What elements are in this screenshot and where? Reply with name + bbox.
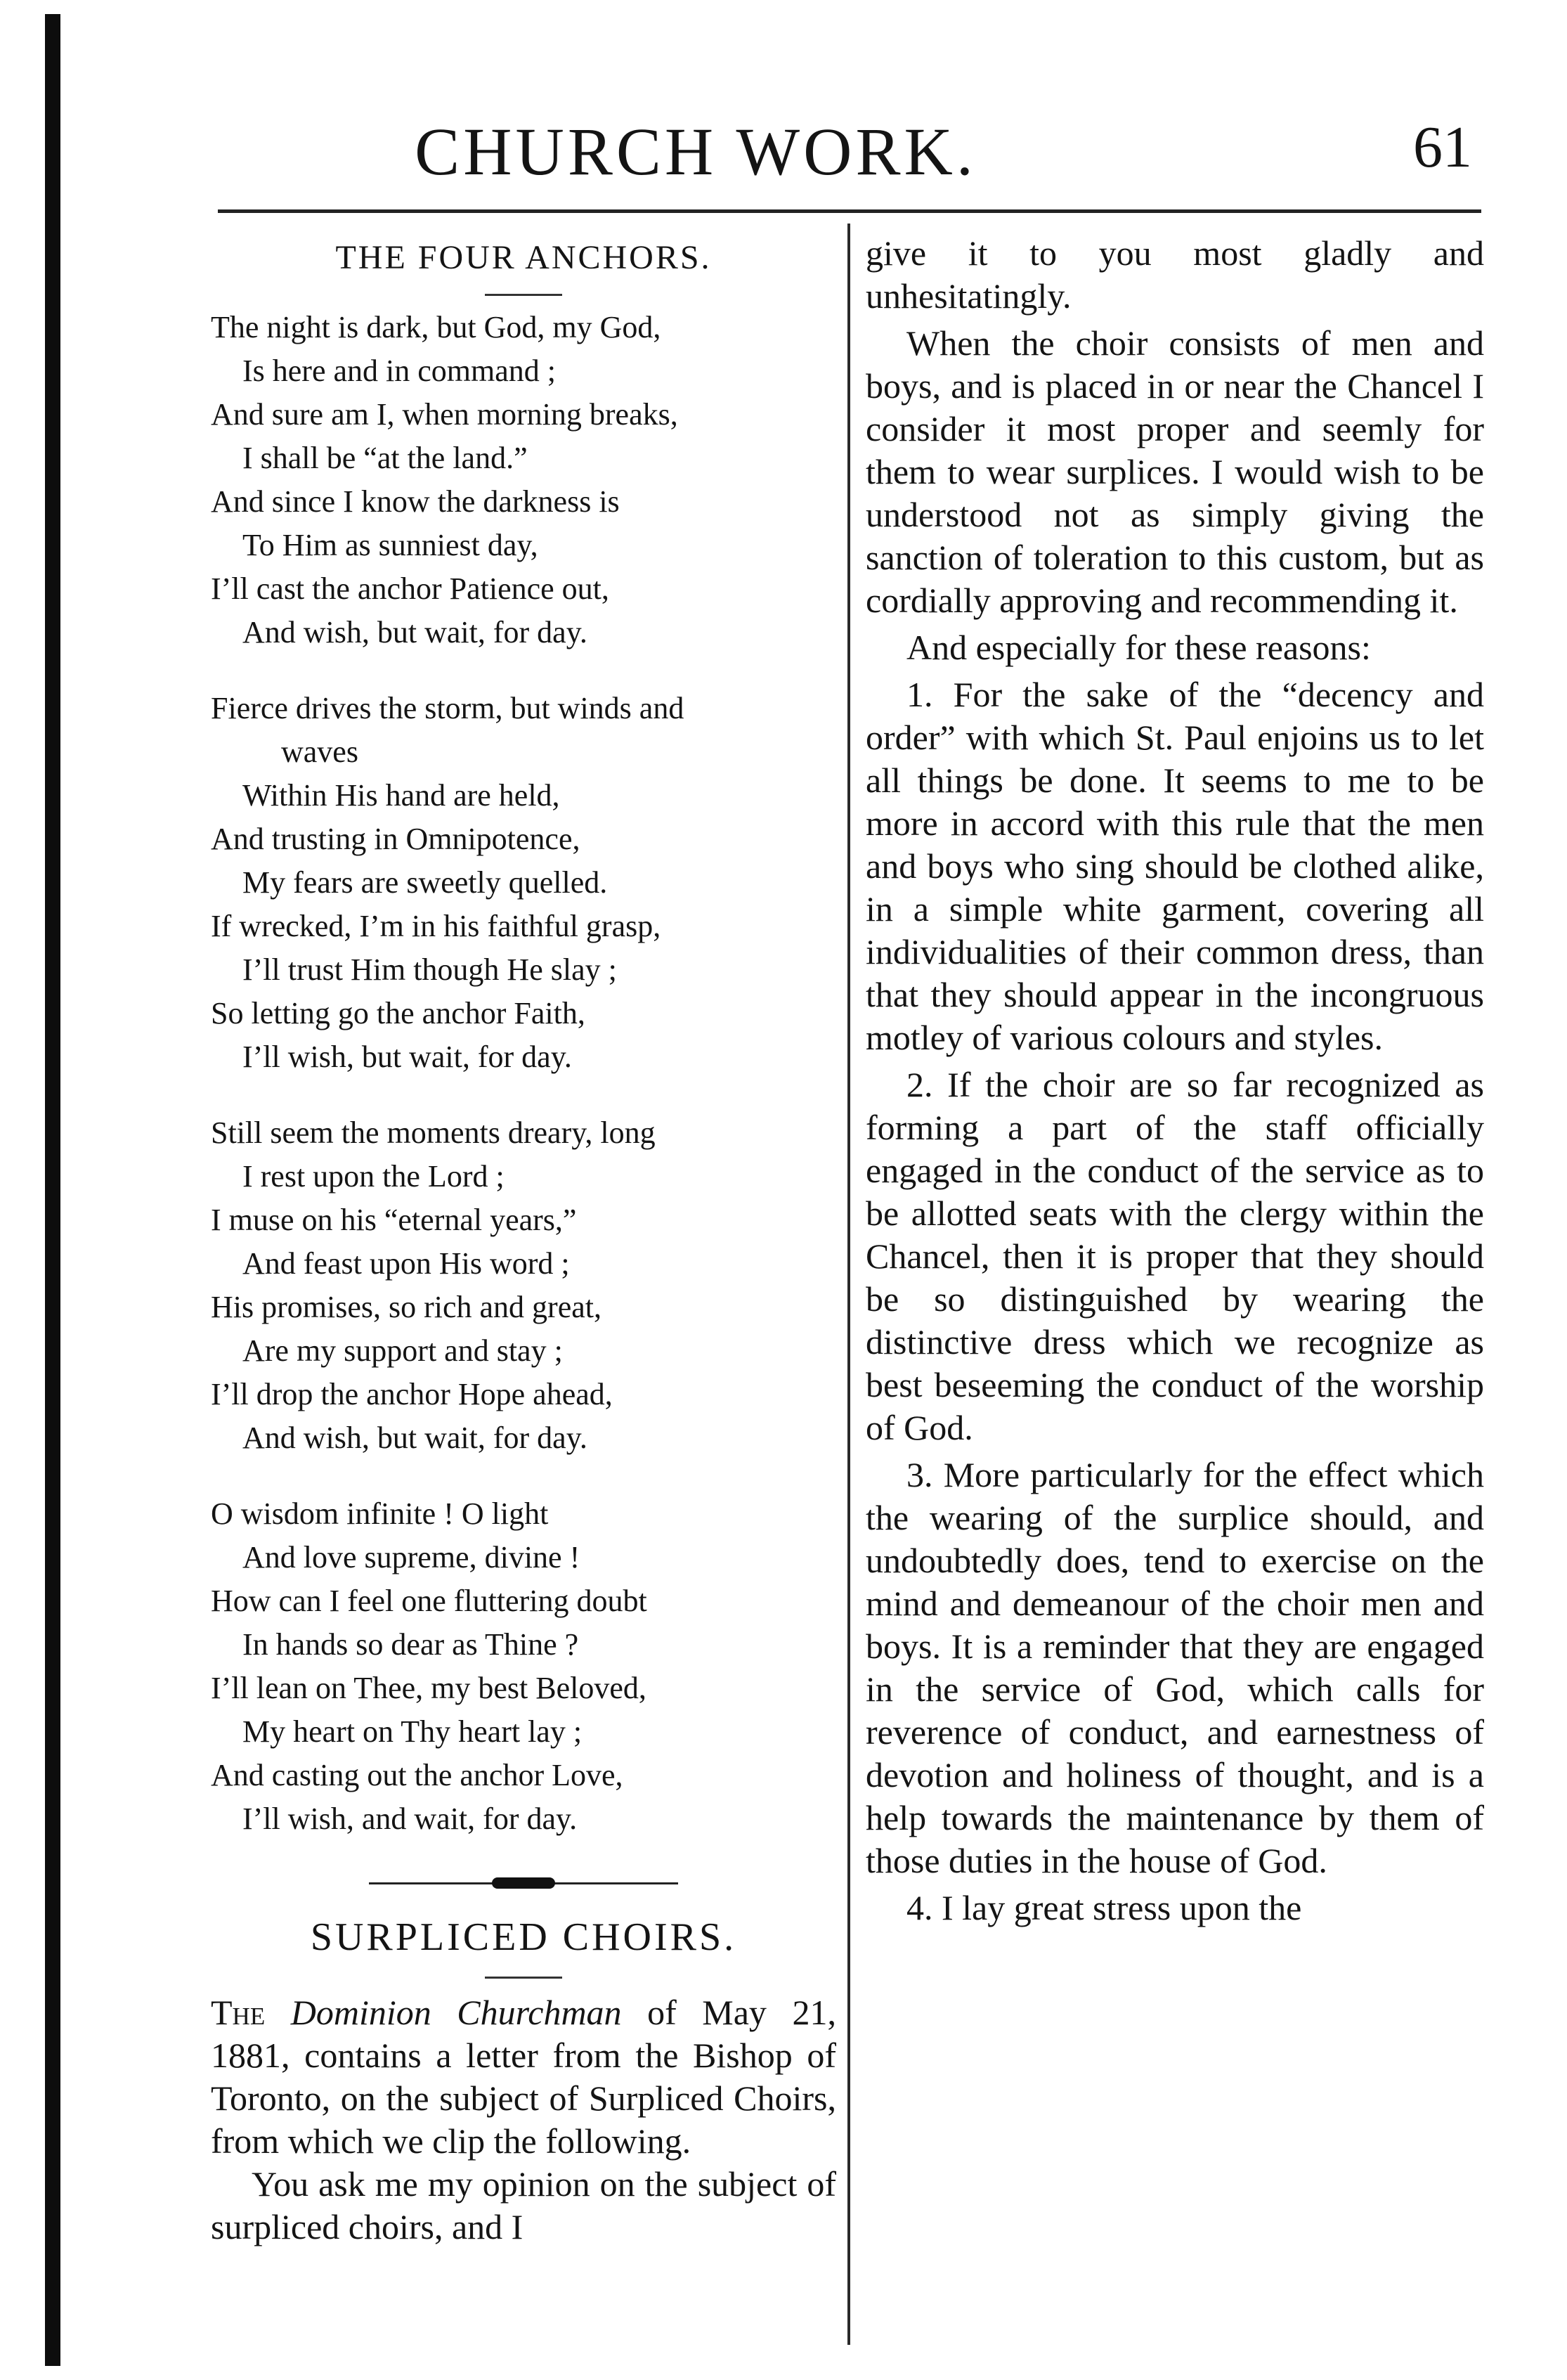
title-rule (485, 294, 562, 296)
article-paragraph: 4. I lay great stress upon the (906, 1888, 1302, 1927)
poem-line: I rest upon the Lord ; (242, 1158, 505, 1194)
poem-line: And love supreme, divine ! (242, 1539, 580, 1574)
poem-line: waves (281, 734, 358, 769)
page-number: 61 (1413, 115, 1472, 180)
article-title: SURPLICED CHOIRS. (310, 1915, 737, 1959)
left-column (211, 224, 836, 2249)
article-intro-block (211, 1991, 836, 2249)
poem-title: THE FOUR ANCHORS. (335, 239, 712, 276)
poem-line: O wisdom infinite ! O light (211, 1496, 549, 1531)
poem-line: And sure am I, when morning breaks, (211, 396, 678, 432)
poem-line: And trusting in Omnipotence, (211, 821, 580, 856)
poem-line: So letting go the anchor Faith, (211, 995, 585, 1030)
poem-line: The night is dark, but God, my God, (211, 309, 661, 344)
section-ornament (369, 1873, 678, 1894)
poem-line: Within His hand are held, (242, 777, 560, 813)
running-head: CHURCH WORK. (415, 114, 977, 189)
poem-line: I shall be “at the land.” (242, 440, 528, 475)
poem-line: I’ll cast the anchor Patience out, (211, 571, 609, 606)
poem-line: And wish, but wait, for day. (242, 1420, 587, 1455)
poem-line: And since I know the darkness is (211, 484, 620, 519)
poem-line: And casting out the anchor Love, (211, 1757, 623, 1792)
poem-line: Fierce drives the storm, but winds and (211, 690, 684, 725)
article-paragraph: 2. If the choir are so far recognized as forming a part of the staff officially engaged in the conduct of the service as to be allotted seats with the clergy within the Chancel, then it is proper that they should be so distinguished by wearing the distinctive dress which we recognize as best beseeming the conduct of the worship of God. (866, 1065, 1484, 1447)
poem-line: If wrecked, I’m in his faithful grasp, (211, 908, 661, 943)
poem-stanza (211, 1111, 836, 1460)
poem-line: I’ll lean on Thee, my best Beloved, (211, 1670, 646, 1705)
poem-stanza (211, 687, 836, 1079)
header-rule (218, 209, 1481, 213)
poem-line: Are my support and stay ; (242, 1333, 563, 1368)
poem-line: And wish, but wait, for day. (242, 614, 587, 649)
poem-line: I’ll wish, but wait, for day. (242, 1039, 572, 1074)
column-divider (847, 224, 850, 2345)
poem-line: I’ll trust Him though He slay ; (242, 952, 617, 987)
poem-line: And feast upon His word ; (242, 1246, 570, 1281)
poem-line: I’ll wish, and wait, for day. (242, 1801, 578, 1836)
poem-body (211, 306, 836, 1841)
poem-line: To Him as sunniest day, (242, 527, 538, 562)
right-column (866, 232, 1484, 1934)
article-paragraph: And especially for these reasons: (906, 628, 1371, 667)
poem-line: In hands so dear as Thine ? (242, 1626, 579, 1662)
poem-line: Is here and in command ; (242, 353, 556, 388)
article-paragraph: 3. More particularly for the effect which the wearing of the surplice should, and undoubtedly does, tend to exercise on the mind and demeanour of the choir men and boys. It is a reminder that they are engaged in the service of God, which calls for reverence of conduct, and earnestness of devotion and holiness of thought, and is a help towards the maintenance by them of those duties in the house of God. (866, 1455, 1484, 1880)
article-paragraph: give it to you most gladly and unhesitatingly. (866, 233, 1484, 316)
poem-line: My fears are sweetly quelled. (242, 865, 608, 900)
poem-stanza (211, 306, 836, 654)
article-paragraph: When the choir consists of men and boys, and is placed in or near the Chancel I consider it most proper and seemly for them to wear surplices. I would wish to be understood not as simply giving the sanction of toleration to this custom, but as cordially approving and recommending it. (866, 323, 1484, 620)
article-title-rule (485, 1977, 562, 1979)
page-spine-shadow (45, 14, 60, 2366)
poem-line: My heart on Thy heart lay ; (242, 1714, 583, 1749)
poem-line: How can I feel one fluttering doubt (211, 1583, 647, 1618)
poem-line: I’ll drop the anchor Hope ahead, (211, 1376, 613, 1411)
article-paragraph: 1. For the sake of the “decency and order” with which St. Paul enjoins us to let all things be done. It seems to me to be more in accord with this rule that the men and boys who sing should be clothed alike, in a simple white garment, covering all individualities of their common dress, than that they should appear in the incongruous motley of various colours and styles. (866, 675, 1484, 1057)
poem-stanza (211, 1492, 836, 1841)
poem-line: I muse on his “eternal years,” (211, 1202, 577, 1237)
poem-line: His promises, so rich and great, (211, 1289, 602, 1324)
article-paragraph: You ask me my opinion on the subject of surpliced choirs, and I (211, 2164, 836, 2246)
article-intro: The Dominion Churchman of May 21, 1881, contains a letter from the Bishop of Toronto, on the subject of Surpliced Choirs, from which we clip the following. (211, 1992, 836, 2161)
poem-line: Still seem the moments dreary, long (211, 1115, 656, 1150)
publication-name: Dominion Churchman (290, 1992, 622, 2032)
